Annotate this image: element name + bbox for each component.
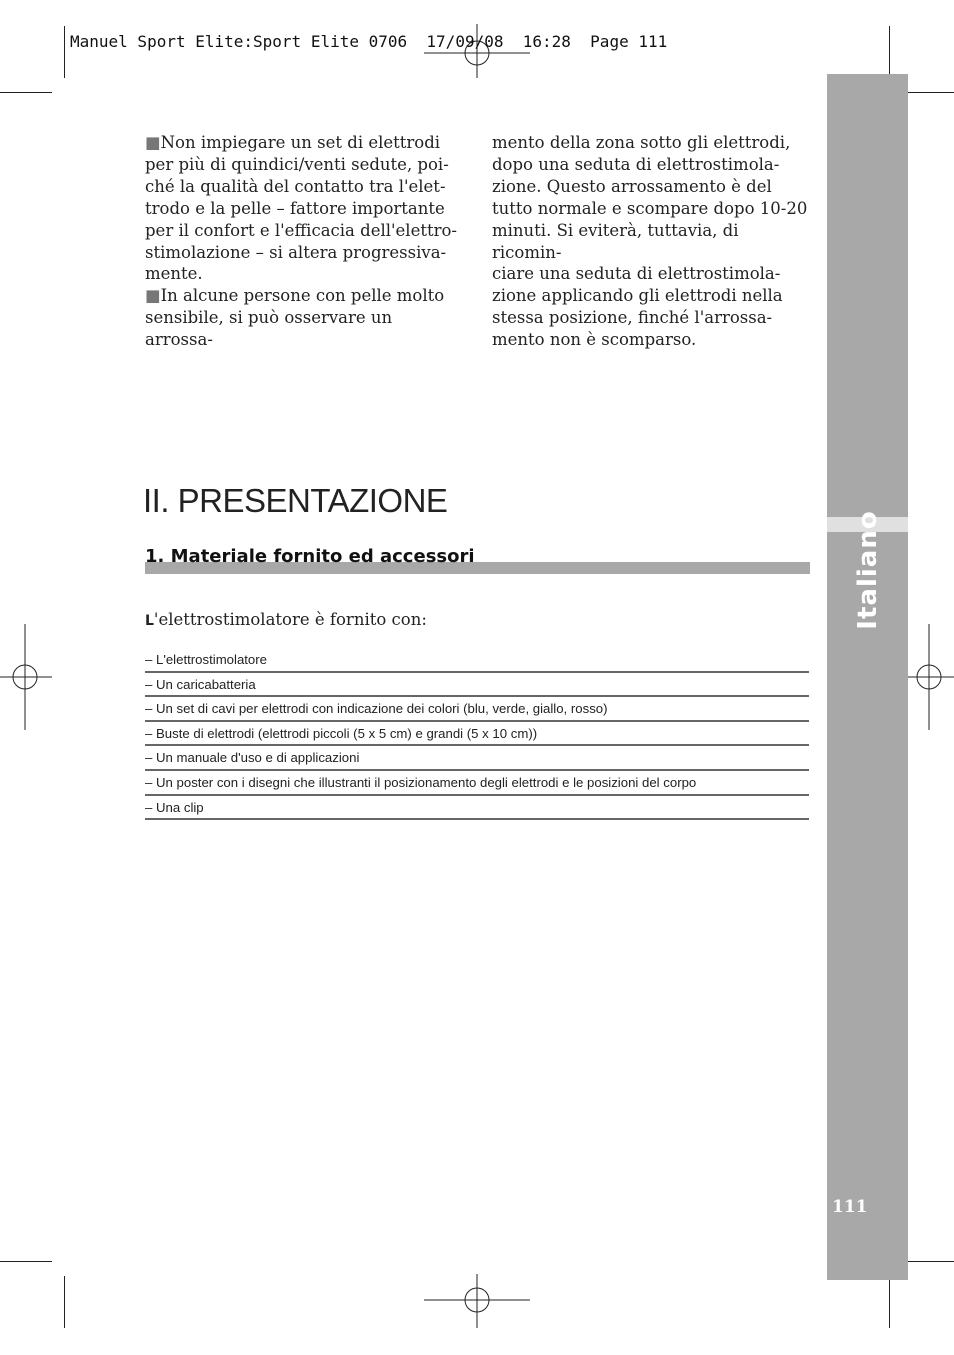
registration-mark-right <box>902 624 954 730</box>
section-title: II. PRESENTAZIONE <box>143 482 448 519</box>
registration-mark-bottom <box>424 1274 530 1328</box>
square-bullet-icon: ■ <box>145 286 161 306</box>
crop-mark <box>0 92 52 93</box>
crop-mark <box>889 26 890 78</box>
square-bullet-icon: ■ <box>145 133 161 152</box>
text-line: zione applicando gli elettrodi nella <box>492 286 783 306</box>
text-line: ■Non impiegare un set di elettrodi <box>145 133 441 152</box>
text-line: sensibile, si può osservare un arrossa- <box>145 308 393 350</box>
warning-column-right <box>492 132 812 351</box>
page-number: 111 <box>832 1197 868 1217</box>
registration-mark-left <box>0 624 52 730</box>
intro-rest: 'elettrostimolatore è fornito con: <box>153 610 427 629</box>
crop-mark <box>64 26 65 78</box>
text-line: minuti. Si eviterà, tuttavia, di ricomin- <box>492 220 739 262</box>
list-item: – Un caricabatteria <box>145 673 809 698</box>
list-item: – Un manuale d'uso e di applicazioni <box>145 746 809 771</box>
list-item: – Un poster con i disegni che illustranti il posizionamento degli elettrodi e le posizioni del corpo <box>145 771 809 796</box>
intro-initial: L <box>145 613 154 629</box>
text-line: ché la qualità del contatto tra l'elet- <box>145 176 446 196</box>
text-line: ■In alcune persone con pelle molto <box>145 286 445 306</box>
list-item: – Buste di elettrodi (elettrodi piccoli (5 x 5 cm) e grandi (5 x 10 cm)) <box>145 722 809 747</box>
section-subtitle: 1. Materiale fornito ed accessori <box>145 546 475 567</box>
text-line: per più di quindici/venti sedute, poi- <box>145 154 449 174</box>
crop-mark <box>0 1261 52 1262</box>
language-sidebar <box>827 74 908 1280</box>
text-line: mento della zona sotto gli elettrodi, <box>492 133 791 152</box>
print-header: Manuel Sport Elite:Sport Elite 0706 17/09/08 16:28 Page 111 <box>70 32 668 51</box>
text-line: ciare una seduta di elettrostimola- <box>492 264 781 284</box>
text-line: stessa posizione, finché l'arrossa- <box>492 308 773 328</box>
text-line: stimolazione – si altera progressiva- <box>145 242 447 262</box>
text-line: mento non è scomparso. <box>492 330 697 350</box>
list-item: – L'elettrostimolatore <box>145 648 809 673</box>
text-line: per il confort e l'efficacia dell'elettro- <box>145 220 458 240</box>
text-line: zione. Questo arrossamento è del <box>492 176 772 196</box>
warning-column-left <box>145 132 465 351</box>
text-line: mente. <box>145 264 203 284</box>
crop-mark <box>64 1276 65 1328</box>
crop-mark <box>902 92 954 93</box>
intro-text <box>145 610 427 629</box>
text-line: trodo e la pelle – fattore importante <box>145 198 445 218</box>
crop-mark <box>889 1276 890 1328</box>
contents-list <box>145 648 809 820</box>
list-item: – Una clip <box>145 796 809 821</box>
list-item: – Un set di cavi per elettrodi con indicazione dei colori (blu, verde, giallo, rosso) <box>145 697 809 722</box>
text-line: tutto normale e scompare dopo 10-20 <box>492 198 808 218</box>
crop-mark <box>902 1261 954 1262</box>
language-label: Italiano <box>853 510 883 630</box>
text-line: dopo una seduta di elettrostimola- <box>492 154 780 174</box>
